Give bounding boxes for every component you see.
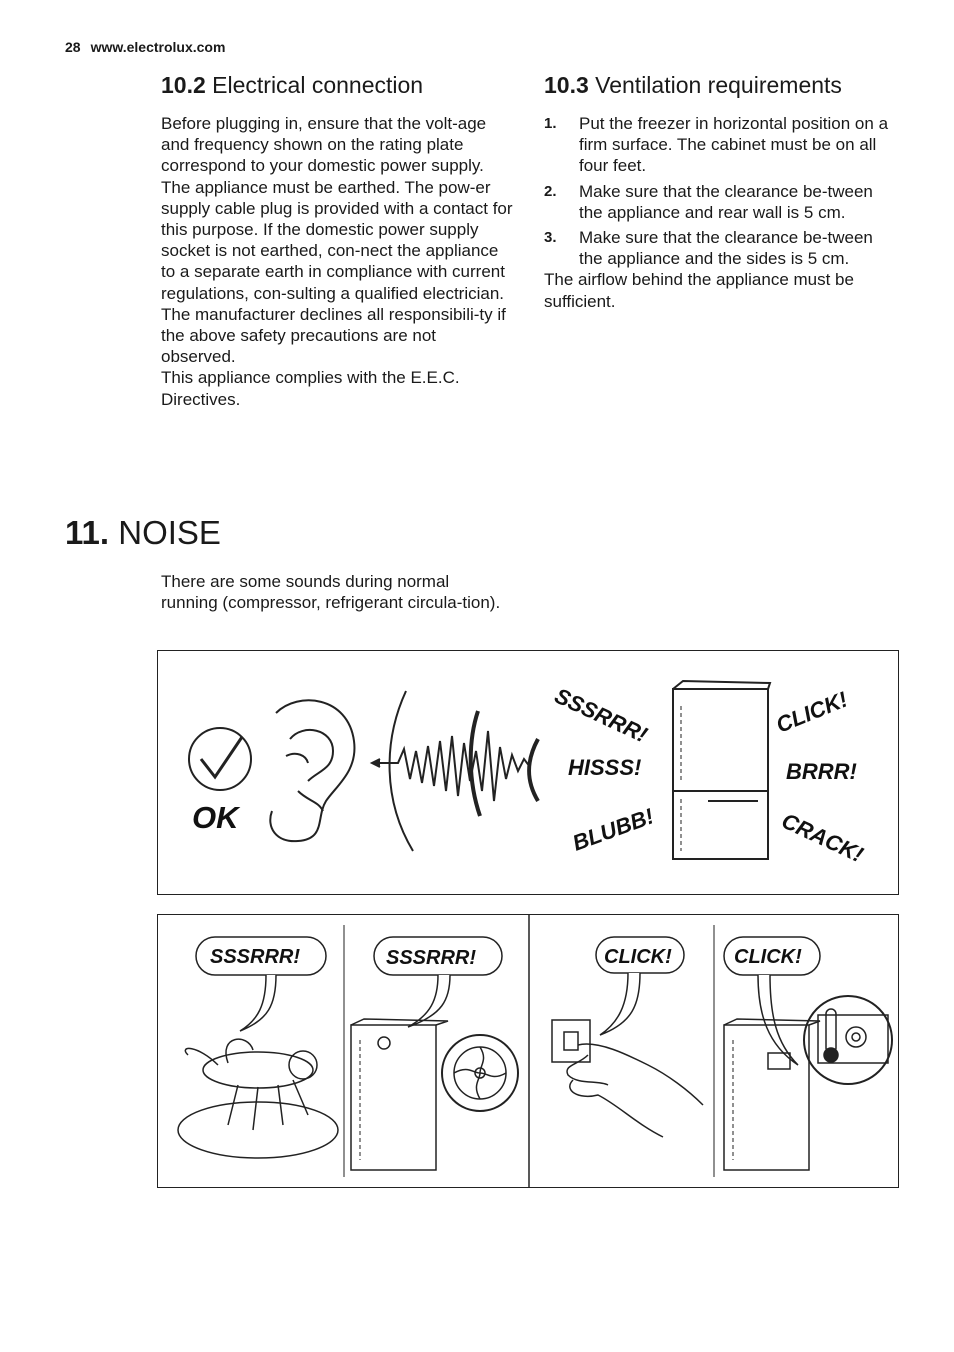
paragraph: Before plugging in, ensure that the volt-age and frequency shown on the rating plate correspond to your domestic power supply. [161, 114, 487, 176]
ear-icon [270, 700, 354, 841]
section-ventilation-requirements [544, 72, 896, 312]
page-number: 28 [65, 39, 81, 55]
freezer-thermostat-icon [724, 996, 892, 1170]
chapter-title: 11. NOISE [65, 514, 221, 551]
noise-illustration-bottom-svg [158, 915, 898, 1187]
bubble-label: CLICK! [734, 946, 802, 968]
sound-label: CLICK! [772, 686, 851, 738]
ok-label: OK [192, 800, 239, 835]
speech-bubble [196, 937, 326, 1031]
sound-label: HISSS! [568, 755, 642, 780]
paragraph: The manufacturer declines all responsibili-ty if the above safety precautions are not observed. [161, 304, 506, 367]
noise-illustration-bottom [157, 914, 899, 1188]
page-header [65, 39, 235, 55]
bubble-label: CLICK! [604, 946, 672, 968]
sound-waves-icon [372, 691, 538, 851]
sound-label: BRRR! [786, 759, 857, 784]
sound-label: CRACK! [777, 807, 868, 868]
paragraph: This appliance complies with the E.E.C. Directives. [161, 368, 460, 409]
website-link[interactable]: www.electrolux.com [90, 39, 226, 55]
list-item: 3. Make sure that the clearance be-tween the appliance and the sides is 5 cm. [544, 228, 873, 269]
freezer-fan-icon [351, 1019, 518, 1170]
bubble-label: SSSRRR! [386, 947, 477, 969]
ok-check-icon [189, 728, 251, 790]
speech-bubble [596, 937, 684, 1035]
paragraph: The appliance must be earthed. The pow-er supply cable plug is provided with a contact for this purpose. If the domestic power supply socket is not earthed, con-nect the appliance to a separate earth in compliance with current regulations, con-sulting a qualified electrician. [161, 177, 513, 303]
speech-bubble [374, 937, 502, 1027]
list-item: 2. Make sure that the clearance be-tween the appliance and rear wall is 5 cm. [544, 181, 873, 222]
list-item: 1. Put the freezer in horizontal position on a firm surface. The cabinet must be on all four feet. [544, 114, 889, 176]
steps-list [544, 113, 896, 269]
speech-bubble [724, 937, 820, 1065]
noise-illustration-top [157, 650, 899, 895]
hand-pressing-switch-icon [552, 1020, 703, 1137]
section-electrical-connection [161, 72, 513, 410]
sound-label: BLUBB! [569, 803, 657, 856]
fly-icon [178, 1039, 338, 1158]
sound-label: SSSRRR! [550, 682, 652, 748]
fridge-freezer-icon [673, 681, 770, 859]
paragraph: The airflow behind the appliance must be sufficient. [544, 270, 854, 311]
paragraph: There are some sounds during normal running (compressor, refrigerant circula-tion). [161, 572, 501, 613]
section-heading: 10.2 Electrical connection [161, 72, 424, 98]
section-heading: 10.3 Ventilation requirements [544, 72, 842, 98]
bubble-label: SSSRRR! [210, 946, 301, 968]
noise-illustration-svg [158, 651, 898, 894]
